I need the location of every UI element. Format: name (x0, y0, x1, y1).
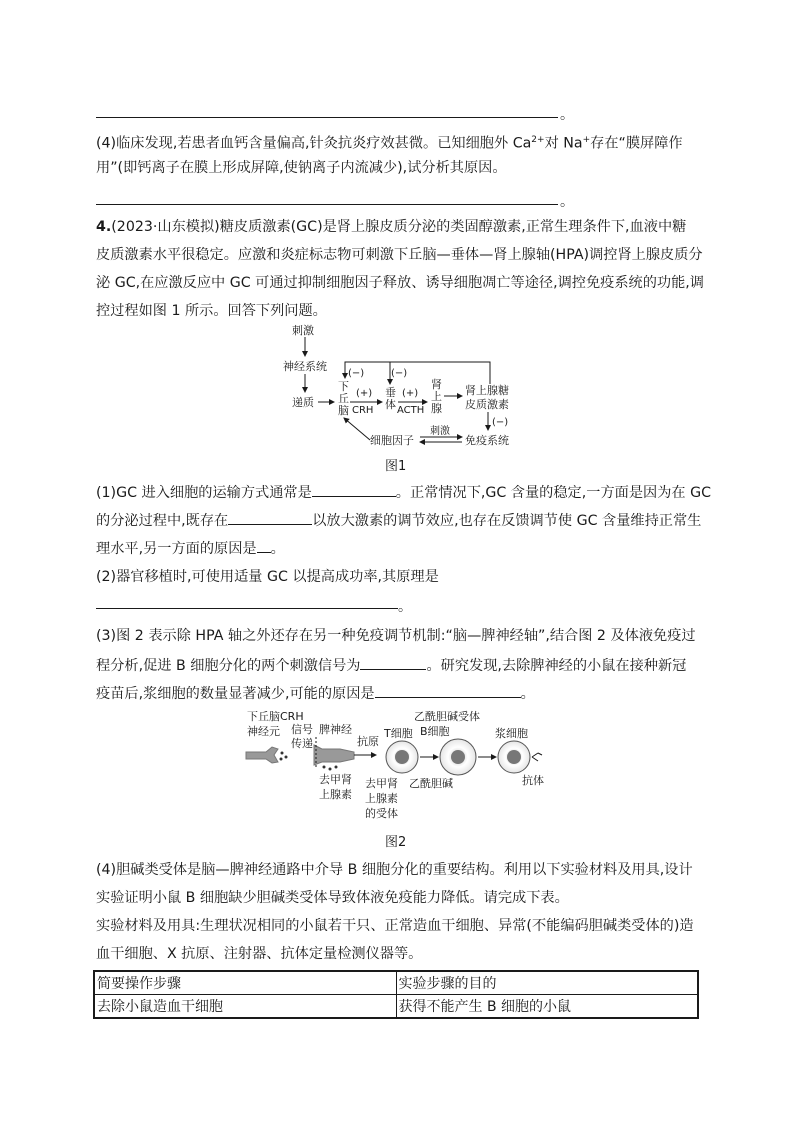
fig1-minus: (−) (391, 368, 408, 379)
fig1-adrenal: 肾 (431, 378, 442, 391)
figure-1-diagram (270, 322, 530, 452)
fig1-adrenal: 上 (431, 390, 442, 403)
fig2-ner: 的受体 (365, 807, 398, 820)
subquestion-4: (4)胆碱类受体是脑—脾神经通路中介导 B 细胞分化的重要结构。利用以下实验材料及用具,设计 (96, 862, 693, 878)
subquestion-3: 疫苗后,浆细胞的数量显著减少,可能的原因是 。 (96, 683, 535, 704)
fig1-nervous: 神经系统 (283, 360, 327, 373)
neuron-axon (246, 747, 278, 763)
fig1-stimulus: 刺激 (292, 324, 314, 337)
subquestion-4: 实验证明小鼠 B 细胞缺少胆碱类受体导致体液免疫能力降低。请完成下表。 (96, 890, 569, 906)
period-mark: 。 (398, 599, 412, 615)
answer-blank[interactable] (312, 482, 396, 497)
answer-blank-line[interactable] (96, 608, 398, 609)
splenic-nerve (314, 745, 354, 765)
fig2-ne: 去甲肾 (319, 773, 352, 786)
fig2-ne: 上腺素 (319, 788, 352, 801)
fig1-transmitter: 递质 (292, 396, 314, 409)
fig2-splenic: 脾神经 (319, 723, 352, 736)
table-header: 实验步骤的目的 (396, 971, 698, 995)
fig1-gc: 肾上腺糖 (465, 384, 509, 397)
fig2-neuron: 下丘脑CRH (247, 710, 304, 723)
fig2-signal: 信号 (291, 723, 313, 736)
question-number: 4. (96, 219, 112, 235)
fig1-plus: (+) (356, 388, 373, 399)
fig2-ach: 乙酰胆碱 (409, 777, 453, 790)
subquestion-3: 程分析,促进 B 细胞分化的两个刺激信号为 。研究发现,去除脾神经的小鼠在接种新冠 (96, 655, 686, 676)
question-4-line: 皮质激素水平很稳定。应激和炎症标志物可刺激下丘脑—垂体—肾上腺轴(HPA)调控肾上腺皮质分 (96, 247, 703, 263)
fig2-ner: 上腺素 (365, 792, 398, 805)
experiment-table (93, 970, 699, 1019)
fig1-gc: 皮质激素 (465, 398, 509, 411)
question-text: 用”(即钙离子在膜上形成屏障,使钠离子内流减少),试分析其原因。 (96, 160, 507, 176)
question-4-line: 泌 GC,在应激反应中 GC 可通过抑制细胞因子释放、诱导细胞凋亡等途径,调控免疫系统的功能,调 (96, 275, 704, 291)
fig1-plus: (+) (402, 388, 419, 399)
table-header: 简要操作步骤 (94, 971, 396, 995)
subquestion-3: (3)图 2 表示除 HPA 轴之外还存在另一种免疫调节机制:“脑—脾神经轴”,结合图 2 及体液免疫过 (96, 628, 696, 644)
fig2-tcell: T细胞 (384, 727, 413, 740)
subquestion-4: 实验材料及用具:生理状况相同的小鼠若干只、正常造血干细胞、异常(不能编码胆碱类受体的)造 (96, 918, 694, 934)
fig1-hypo: 丘 (338, 392, 349, 405)
fig1-crh: CRH (352, 405, 374, 416)
fig1-acth: ACTH (397, 405, 425, 416)
period-mark: 。 (560, 194, 574, 210)
fig2-bcell: B细胞 (420, 725, 450, 738)
table-header-row (94, 971, 698, 995)
fig2-antigen: 抗原 (357, 735, 379, 748)
table-cell: 获得不能产生 B 细胞的小鼠 (396, 995, 698, 1019)
period-mark: 。 (560, 107, 574, 123)
subquestion-1: 的分泌过程中,既存在 以放大激素的调节效应,也存在反馈调节使 GC 含量维持正常生 (96, 510, 701, 531)
fig2-achr: 乙酰胆碱受体 (414, 710, 480, 723)
fig1-hypo: 下 (338, 380, 349, 393)
fig1-immune: 免疫系统 (465, 434, 509, 447)
question-4-line: 4.(2023·山东模拟)糖皮质激素(GC)是肾上腺皮质分泌的类固醇激素,正常生理条件下,血液中糖 (96, 219, 687, 235)
subquestion-4: 血干细胞、X 抗原、注射器、抗体定量检测仪器等。 (96, 946, 423, 962)
fig1-hypo: 脑 (338, 404, 349, 417)
fig2-plasma: 浆细胞 (495, 727, 528, 740)
question-4-line: 控过程如图 1 所示。回答下列问题。 (96, 303, 327, 319)
fig1-adrenal: 腺 (431, 402, 442, 415)
fig1-minus: (−) (492, 417, 509, 428)
fig2-ner: 去甲肾 (365, 777, 398, 790)
figure-2-diagram (244, 707, 554, 827)
table-row (94, 995, 698, 1019)
answer-blank-line (96, 204, 558, 205)
answer-blank[interactable] (257, 538, 271, 553)
figure-1-caption: 图1 (385, 459, 407, 474)
answer-blank[interactable] (360, 655, 426, 670)
fig1-cytokine: 细胞因子 (370, 434, 414, 447)
subquestion-1: 理水平,另一方面的原因是 。 (96, 538, 285, 559)
table-cell: 去除小鼠造血干细胞 (94, 995, 396, 1019)
answer-blank-line (96, 117, 558, 118)
answer-blank[interactable] (228, 510, 312, 525)
subquestion-1: (1)GC 进入细胞的运输方式通常是 。正常情况下,GC 含量的稳定,一方面是因为在 GC (96, 482, 711, 503)
fig2-antibody: 抗体 (522, 774, 544, 787)
fig1-stim2: 刺激 (430, 426, 450, 437)
fig2-neuron: 神经元 (247, 725, 280, 738)
fig1-pit: 垂 (385, 386, 396, 399)
fig2-signal: 传递 (291, 737, 313, 750)
fig1-minus: (−) (348, 368, 365, 379)
question-text: (4)临床发现,若患者血钙含量偏高,针灸抗炎疗效甚微。已知细胞外 $Ca^{2+}$对 Na+存在“膜屏障作 (96, 135, 683, 152)
fig1-pit: 体 (385, 398, 396, 411)
subquestion-2: (2)器官移植时,可使用适量 GC 以提高成功率,其原理是 (96, 569, 439, 585)
figure-2-caption: 图2 (385, 835, 407, 850)
answer-blank[interactable] (375, 683, 521, 698)
